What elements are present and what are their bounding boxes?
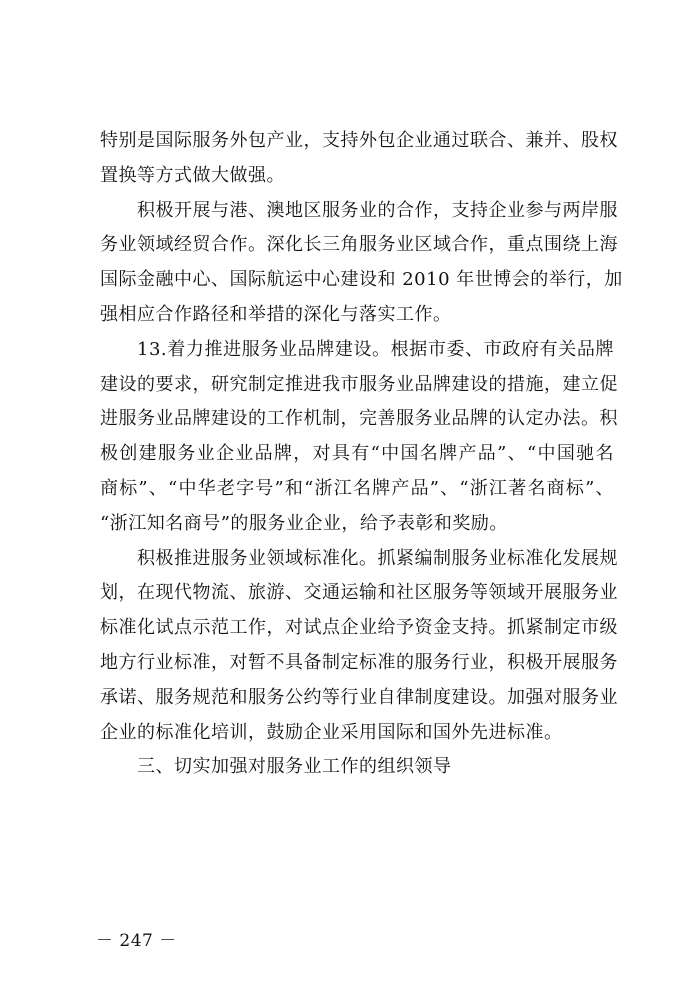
text-line: 13.着力推进服务业品牌建设。根据市委、市政府有关品牌: [137, 338, 614, 360]
text-line: 划，在现代物流、旅游、交通运输和社区服务等领域开展服务业: [100, 582, 618, 604]
text-line: 地方行业标准，对暂不具备制定标准的服务行业，积极开展服务: [100, 651, 618, 673]
page-number: － 247 －: [96, 931, 177, 951]
text-line: 置换等方式做大做强。: [100, 164, 285, 186]
text-line: 承诺、服务规范和服务公约等行业自律制度建设。加强对服务业: [100, 686, 618, 708]
text-line: 特别是国际服务外包产业，支持外包企业通过联合、兼并、股权: [100, 130, 618, 151]
text-line: 商标”、“中华老字号”和“浙江名牌产品”、“浙江著名商标”、: [100, 477, 614, 499]
text-line: 企业的标准化培训，鼓励企业采用国际和国外先进标准。: [100, 721, 563, 743]
body-text: [100, 124, 623, 785]
text-line: 标准化试点示范工作，对试点企业给予资金支持。抓紧制定市级: [100, 617, 618, 639]
text-line: 国际金融中心、国际航运中心建设和 2010 年世博会的举行，加: [100, 269, 623, 291]
text-line: 进服务业品牌建设的工作机制，完善服务业品牌的认定办法。积: [100, 408, 618, 430]
text-line: “浙江知名商号”的服务业企业，给予表彰和奖励。: [100, 512, 508, 534]
text-line: 积极推进服务业领域标准化。抓紧编制服务业标准化发展规: [137, 547, 618, 569]
text-line: 积极开展与港、澳地区服务业的合作，支持企业参与两岸服: [137, 199, 618, 221]
text-line: 极创建服务业企业品牌，对具有“中国名牌产品”、“中国驰名: [100, 443, 614, 465]
text-line: 建设的要求，研究制定推进我市服务业品牌建设的措施，建立促: [100, 373, 618, 395]
text-line: 强相应合作路径和举措的深化与落实工作。: [100, 303, 452, 325]
section-heading: 三、切实加强对服务业工作的组织领导: [137, 756, 452, 778]
text-line: 务业领域经贸合作。深化长三角服务业区域合作，重点围绕上海: [100, 234, 618, 256]
